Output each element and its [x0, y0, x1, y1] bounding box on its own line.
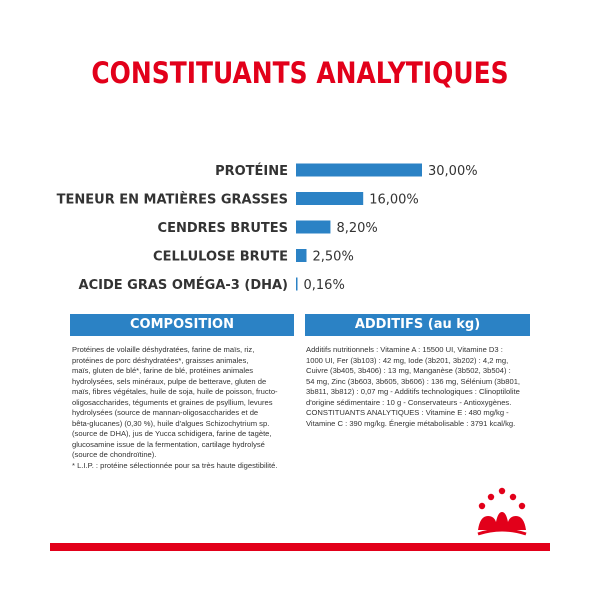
composition-header: COMPOSITION	[70, 314, 294, 336]
bar	[296, 164, 422, 177]
bar-category-label: ACIDE GRAS OMÉGA-3 (DHA)	[78, 278, 288, 293]
bar-value-label: 2,50%	[312, 249, 354, 265]
bar-category-label: CENDRES BRUTES	[157, 221, 288, 236]
bar	[296, 192, 363, 205]
bar-value-label: 0,16%	[303, 278, 345, 293]
bar	[296, 278, 298, 291]
footer-red-line	[50, 543, 550, 551]
bar-category-label: CELLULOSE BRUTE	[153, 249, 288, 265]
additifs-header: ADDITIFS (au kg)	[305, 314, 530, 336]
bar	[296, 249, 307, 262]
bar	[296, 221, 330, 234]
bar-value-label: 30,00%	[428, 164, 478, 179]
royal-canin-crown-logo	[470, 486, 534, 538]
composition-text: Protéines de volaille déshydratées, farine de maïs, riz, protéines de porc déshydratées*, graisses animales, maïs, gluten de blé*, farine de blé, protéines animales hydrolysées, sels minéraux, pulpe de betterave, gluten de maïs, fibres végétales, huile de soja, huile de poisson, fructo- oligosaccharides, téguments et graines de psyllium, levures hydrolysées (source de mannan-oligosaccharides et de bêta-glucanes) (0,30 %), huile d'algues Schizochytrium sp. (source de DHA), jus de Yucca schidigera, farine de tagète, glucosamine issue de la fermentation, cartilage hydrolysé (source de chondroïtine). * L.I.P. : protéine sélectionnée pour sa très haute digestibilité.	[72, 345, 278, 470]
additifs-text: Additifs nutritionnels : Vitamine A : 15500 UI, Vitamine D3 : 1000 UI, Fer (3b103) : 42 mg, Iode (3b201, 3b202) : 4,2 mg, Cuivre (3b405, 3b406) : 13 mg, Manganèse (3b502, 3b504) : 54 mg, Zinc (3b603, 3b605, 3b606) : 136 mg, Sélénium (3b801, 3b811, 3b812) : 0,07 mg - Additifs technologiques : Clinoptilolite d'origine sédimentaire : 10 g - Conservateurs - Antioxygènes. CONSTITUANTS ANALYTIQUES : Vitamine E : 480 mg/kg - Vitamine C : 390 mg/kg. Énergie métabolisable : 3791 kcal/kg.	[306, 345, 521, 428]
bar-value-label: 16,00%	[369, 192, 419, 208]
bar-value-label: 8,20%	[336, 221, 378, 236]
bar-category-label: PROTÉINE	[215, 164, 288, 179]
analytical-bar-chart	[0, 150, 600, 300]
bar-category-label: TENEUR EN MATIÈRES GRASSES	[56, 192, 288, 208]
page-title: CONSTITUANTS ANALYTIQUES	[91, 56, 509, 90]
